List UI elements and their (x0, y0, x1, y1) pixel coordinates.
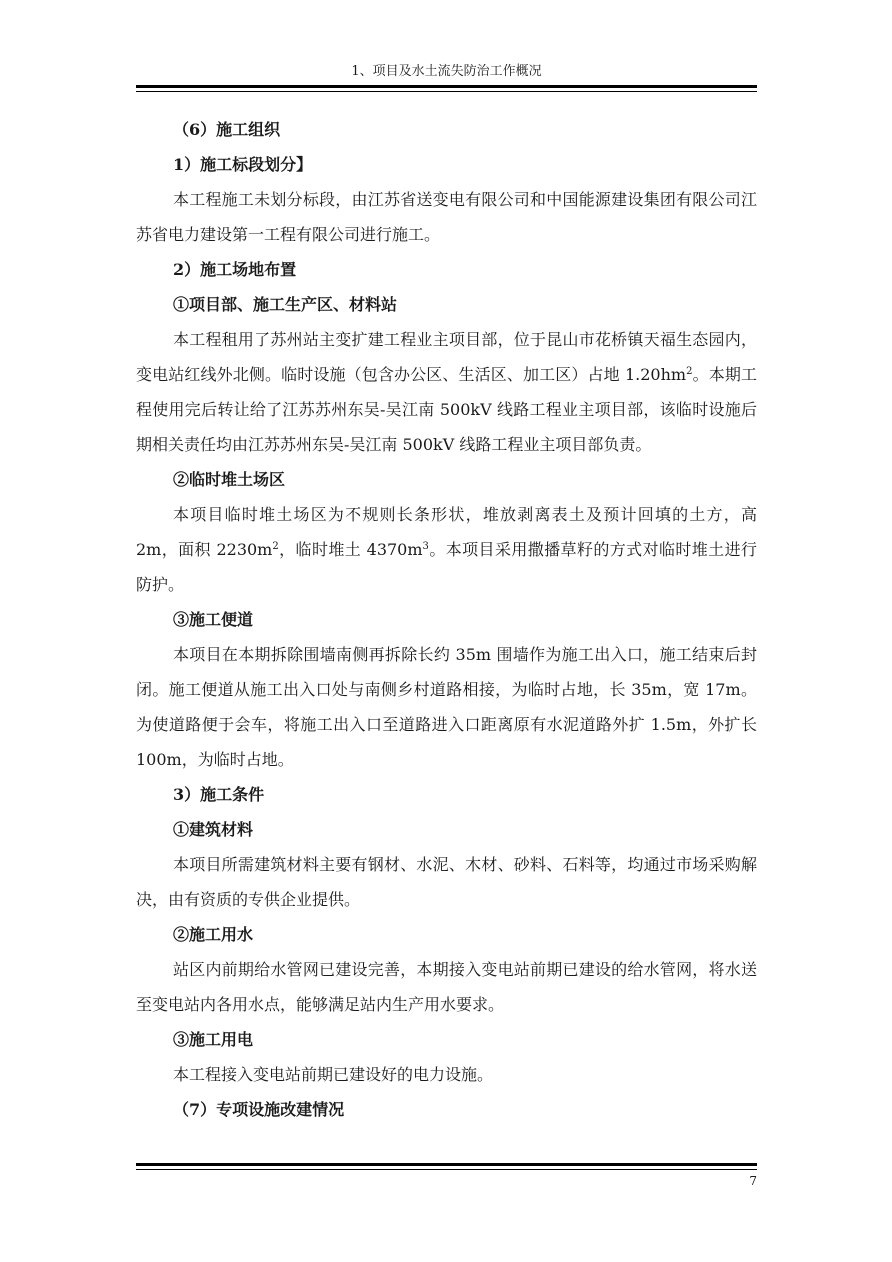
text-run: 本工程租用了苏州站主变扩建工程业主项目部，位于昆山市花桥镇天福生态园内，变电站红线外北侧。临时设施（包含办公区、生活区、加工区）占地 1.20hm (136, 330, 757, 384)
text-run: ，临时堆土 4370m (278, 540, 423, 559)
item-heading-building-materials: ①建筑材料 (173, 820, 254, 839)
header-rule-thin (136, 91, 757, 92)
paragraph-bid-sections: 本工程施工未划分标段，由江苏省送变电有限公司和中国能源建设集团有限公司江苏省电力建设第一工程有限公司进行施工。 (136, 190, 757, 244)
superscript: 2 (272, 541, 279, 552)
section-heading-special-facilities: （7）专项设施改建情况 (173, 1100, 345, 1119)
superscript: 2 (686, 366, 693, 377)
footer-rule-thick (136, 1163, 757, 1166)
section-heading-construction-organization: （6）施工组织 (173, 120, 281, 139)
item-heading-access-road: ③施工便道 (173, 610, 254, 629)
page-number: 7 (749, 1174, 757, 1188)
subheading-construction-conditions: 3）施工条件 (173, 785, 265, 804)
paragraph-access-road: 本项目在本期拆除围墙南侧再拆除长约 35m 围墙作为施工出入口，施工结束后封闭。施工便道从施工出入口处与南侧乡村道路相接，为临时占地，长 35m，宽 17m。为使道路便于会车，将施工出入口至道路进入口距离原有水泥道路外扩 1.5m，外扩长 100m，为临时占地。 (136, 645, 757, 769)
page-body (136, 112, 757, 1127)
paragraph-construction-water: 站区内前期给水管网已建设完善，本期接入变电站前期已建设的给水管网，将水送至变电站内各用水点，能够满足站内生产用水要求。 (136, 960, 757, 1014)
header-rule-thick (136, 85, 757, 88)
paragraph-building-materials: 本项目所需建筑材料主要有钢材、水泥、木材、砂料、石料等，均通过市场采购解决，由有资质的专供企业提供。 (136, 855, 757, 909)
subheading-site-layout: 2）施工场地布置 (173, 260, 297, 279)
footer-rule-thin (136, 1169, 757, 1170)
text-run: 。本期工程使用完后转让给了江苏苏州东吴-吴江南 500kV 线路工程业主项目部，该临时设施后期相关责任均由江苏苏州东吴-吴江南 500kV 线路工程业主项目部负责。 (136, 365, 757, 454)
paragraph-construction-power: 本工程接入变电站前期已建设好的电力设施。 (173, 1065, 494, 1084)
superscript: 3 (422, 541, 429, 552)
running-header: 1、项目及水土流失防治工作概况 (351, 64, 542, 79)
subheading-bid-sections: 1）施工标段划分】 (173, 155, 313, 174)
item-heading-temporary-spoil-area: ②临时堆土场区 (173, 470, 286, 489)
item-heading-construction-power: ③施工用电 (173, 1030, 254, 1049)
text-run: 。本项目采用撒播草籽的方式对临时堆土进行防护。 (136, 540, 757, 594)
item-heading-construction-water: ②施工用水 (173, 925, 254, 944)
paragraph-temporary-spoil-area (136, 497, 757, 602)
text-run: 本项目临时堆土场区为不规则长条形状，堆放剥离表土及预计回填的土方，高 2m，面积 2230m (136, 505, 757, 559)
item-heading-project-department: ①项目部、施工生产区、材料站 (173, 295, 398, 314)
paragraph-project-department (136, 322, 757, 462)
